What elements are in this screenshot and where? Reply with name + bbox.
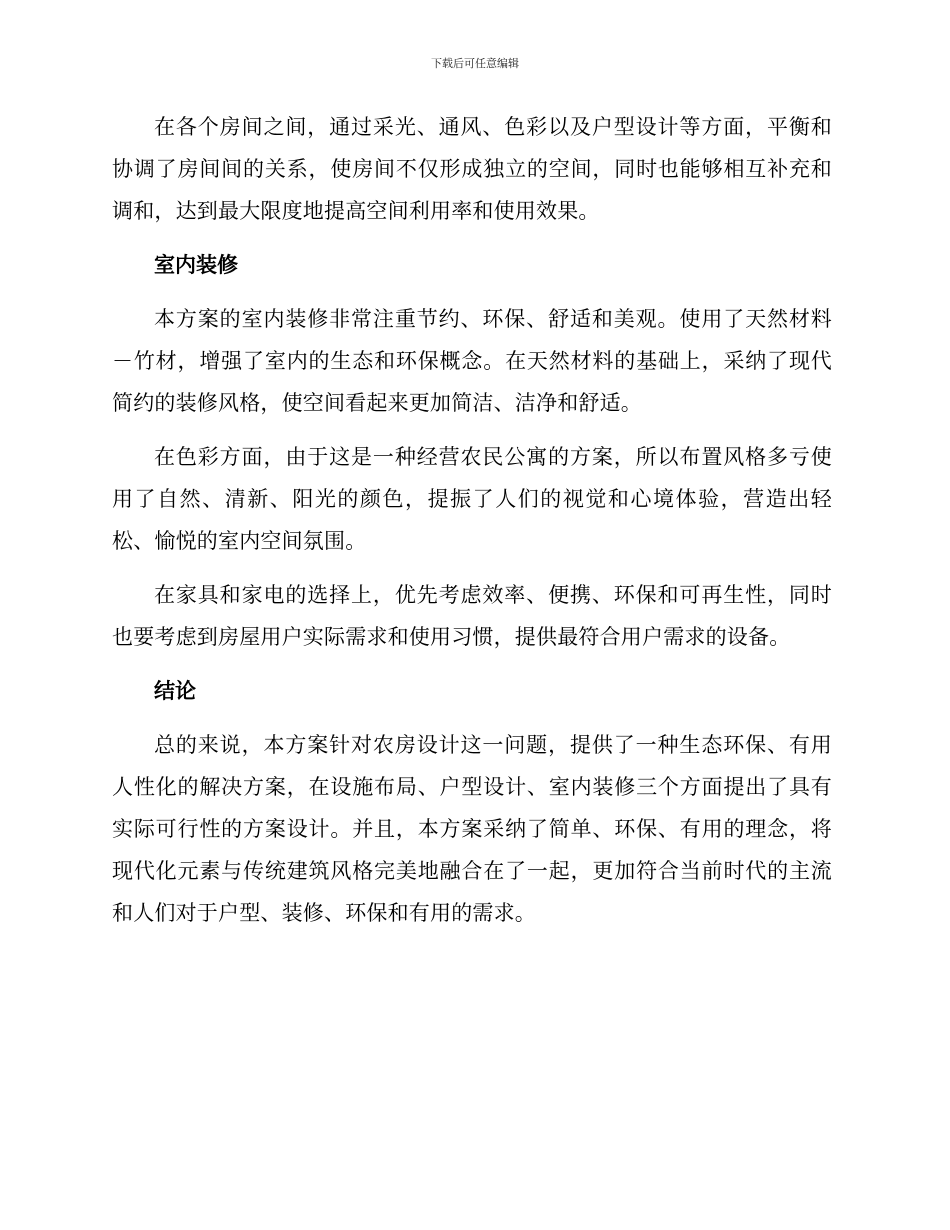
paragraph-color-scheme: 在色彩方面，由于这是一种经营农民公寓的方案，所以布置风格多亏使用了自然、清新、阳光的颜色，提振了人们的视觉和心境体验，营造出轻松、愉悦的室内空间氛围。	[112, 445, 832, 553]
section-heading-interior: 室内装修	[154, 253, 238, 277]
paragraph-room-relations: 在各个房间之间，通过采光、通风、色彩以及户型设计等方面，平衡和协调了房间间的关系，使房间不仅形成独立的空间，同时也能够相互补充和调和，达到最大限度地提高空间利用率和使用效果。	[112, 115, 832, 223]
section-heading-conclusion: 结论	[154, 679, 196, 703]
document-body	[112, 106, 832, 946]
paragraph-interior-materials: 本方案的室内装修非常注重节约、环保、舒适和美观。使用了天然材料－竹材，增强了室内的生态和环保概念。在天然材料的基础上，采纳了现代简约的装修风格，使空间看起来更加简洁、洁净和舒适。	[112, 307, 832, 415]
paragraph-conclusion: 总的来说，本方案针对农房设计这一问题，提供了一种生态环保、有用人性化的解决方案，在设施布局、户型设计、室内装修三个方面提出了具有实际可行性的方案设计。并且，本方案采纳了简单、环保、有用的理念，将现代化元素与传统建筑风格完美地融合在了一起，更加符合当前时代的主流和人们对于户型、装修、环保和有用的需求。	[112, 733, 832, 925]
paragraph-furniture: 在家具和家电的选择上，优先考虑效率、便携、环保和可再生性，同时也要考虑到房屋用户实际需求和使用习惯，提供最符合用户需求的设备。	[112, 583, 832, 649]
page-header: 下载后可任意编辑	[431, 57, 519, 70]
